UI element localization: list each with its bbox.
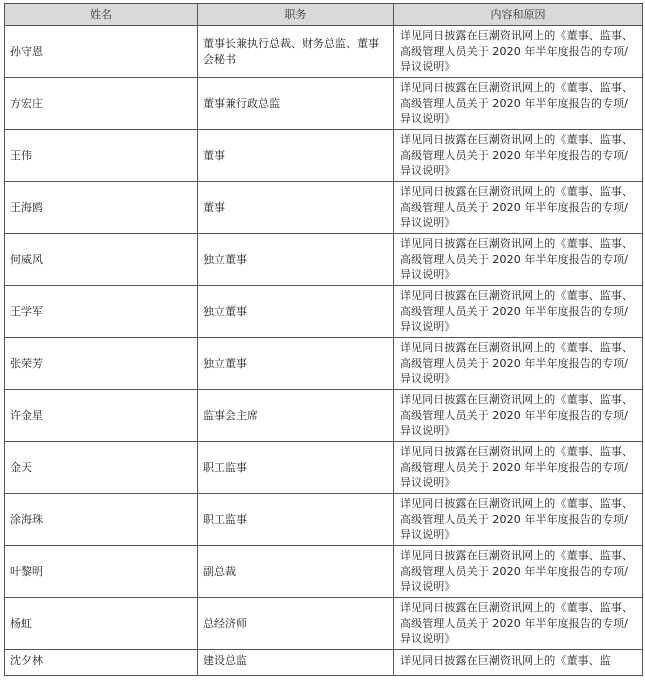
cell-reason: 详见同日披露在巨潮资讯网上的《董事、监事、高级管理人员关于 2020 年半年度报告的专项/异议说明》 [394, 78, 643, 130]
cell-reason: 详见同日披露在巨潮资讯网上的《董事、监事、高级管理人员关于 2020 年半年度报告的专项/异议说明》 [394, 182, 643, 234]
cell-title: 独立董事 [198, 286, 394, 338]
cell-name: 沈夕林 [5, 650, 198, 676]
cell-name: 张荣芳 [5, 338, 198, 390]
cell-name: 方宏庄 [5, 78, 198, 130]
cell-title: 董事 [198, 182, 394, 234]
table-row [5, 130, 643, 182]
cell-reason: 详见同日披露在巨潮资讯网上的《董事、监事、高级管理人员关于 2020 年半年度报告的专项/异议说明》 [394, 494, 643, 546]
cell-name: 王伟 [5, 130, 198, 182]
cell-reason: 详见同日披露在巨潮资讯网上的《董事、监事、高级管理人员关于 2020 年半年度报告的专项/异议说明》 [394, 598, 643, 650]
table-row [5, 182, 643, 234]
table-row [5, 598, 643, 650]
header-title: 职务 [198, 4, 394, 26]
cell-reason: 详见同日披露在巨潮资讯网上的《董事、监事、高级管理人员关于 2020 年半年度报告的专项/异议说明》 [394, 546, 643, 598]
cell-name: 许金星 [5, 390, 198, 442]
cell-title: 独立董事 [198, 234, 394, 286]
table-row [5, 442, 643, 494]
cell-name: 叶黎明 [5, 546, 198, 598]
officers-table [4, 3, 643, 676]
cell-title: 董事长兼执行总裁、财务总监、董事会秘书 [198, 26, 394, 78]
table-row [5, 390, 643, 442]
cell-reason: 详见同日披露在巨潮资讯网上的《董事、监事、高级管理人员关于 2020 年半年度报告的专项/异议说明》 [394, 442, 643, 494]
cell-reason: 详见同日披露在巨潮资讯网上的《董事、监事、高级管理人员关于 2020 年半年度报告的专项/异议说明》 [394, 338, 643, 390]
table-row [5, 234, 643, 286]
cell-title: 建设总监 [198, 650, 394, 676]
cell-reason: 详见同日披露在巨潮资讯网上的《董事、监事、高级管理人员关于 2020 年半年度报告的专项/异议说明》 [394, 286, 643, 338]
table-row [5, 494, 643, 546]
header-row [5, 4, 643, 26]
cell-title: 职工监事 [198, 442, 394, 494]
cell-reason: 详见同日披露在巨潮资讯网上的《董事、监事、高级管理人员关于 2020 年半年度报告的专项/异议说明》 [394, 26, 643, 78]
cell-name: 杨虹 [5, 598, 198, 650]
cell-title: 董事兼行政总监 [198, 78, 394, 130]
cell-reason: 详见同日披露在巨潮资讯网上的《董事、监 [394, 650, 643, 676]
cell-name: 王学军 [5, 286, 198, 338]
cell-reason: 详见同日披露在巨潮资讯网上的《董事、监事、高级管理人员关于 2020 年半年度报告的专项/异议说明》 [394, 234, 643, 286]
table-row [5, 78, 643, 130]
cell-reason: 详见同日披露在巨潮资讯网上的《董事、监事、高级管理人员关于 2020 年半年度报告的专项/异议说明》 [394, 130, 643, 182]
cell-name: 涂海珠 [5, 494, 198, 546]
table-row [5, 546, 643, 598]
cell-name: 金天 [5, 442, 198, 494]
cell-name: 孙守恩 [5, 26, 198, 78]
header-name: 姓名 [5, 4, 198, 26]
cell-title: 独立董事 [198, 338, 394, 390]
header-reason: 内容和原因 [394, 4, 643, 26]
table-row [5, 286, 643, 338]
cell-reason: 详见同日披露在巨潮资讯网上的《董事、监事、高级管理人员关于 2020 年半年度报告的专项/异议说明》 [394, 390, 643, 442]
cell-title: 副总裁 [198, 546, 394, 598]
cell-title: 职工监事 [198, 494, 394, 546]
cell-title: 董事 [198, 130, 394, 182]
cell-title: 总经济师 [198, 598, 394, 650]
cell-name: 王海鸥 [5, 182, 198, 234]
table-row [5, 26, 643, 78]
cell-title: 监事会主席 [198, 390, 394, 442]
cell-name: 何威风 [5, 234, 198, 286]
table-row [5, 338, 643, 390]
table-row [5, 650, 643, 676]
